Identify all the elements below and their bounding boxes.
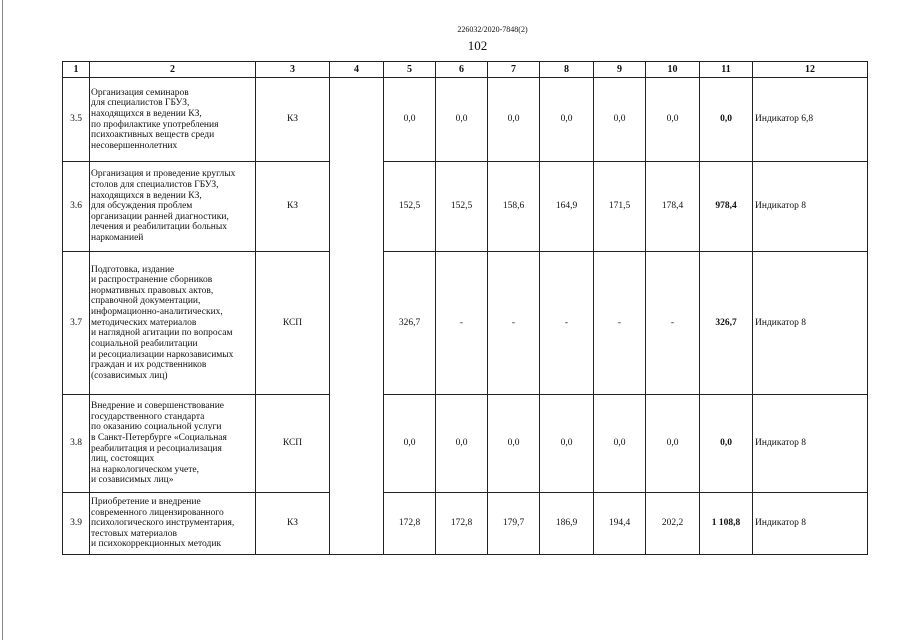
column-header: 9 xyxy=(594,62,646,78)
value-cell: 0,0 xyxy=(488,78,540,162)
value-cell: 179,7 xyxy=(488,493,540,555)
value-cell: 326,7 xyxy=(384,252,436,395)
activity-line: для обсуждения проблем xyxy=(91,201,193,212)
total-cell: 0,0 xyxy=(700,78,753,162)
value-cell: 0,0 xyxy=(540,395,594,493)
value-cell: - xyxy=(488,252,540,395)
activity-line: и ресоциализации наркозависимых xyxy=(91,349,234,360)
activity-line: Приобретение и внедрение xyxy=(91,496,201,507)
activity-line: в Санкт-Петербурге «Социальная xyxy=(91,432,227,443)
value-cell: 202,2 xyxy=(646,493,700,555)
indicator-cell: Индикатор 6,8 xyxy=(753,78,868,162)
column-header: 1 xyxy=(63,62,90,78)
value-cell: 0,0 xyxy=(488,395,540,493)
column-header: 8 xyxy=(540,62,594,78)
table-row xyxy=(63,252,868,395)
activity-line: психологического инструментария, xyxy=(91,518,235,529)
activity-line: нормативных правовых актов, xyxy=(91,285,214,296)
value-cell: - xyxy=(540,252,594,395)
value-cell: 0,0 xyxy=(384,395,436,493)
activity-name xyxy=(90,395,256,493)
executor: КЗ xyxy=(256,78,330,162)
activity-line: государственного стандарта xyxy=(91,411,205,422)
value-cell: 194,4 xyxy=(594,493,646,555)
table-row xyxy=(63,78,868,162)
indicator-cell: Индикатор 8 xyxy=(753,395,868,493)
value-cell: 158,6 xyxy=(488,162,540,252)
activity-name xyxy=(90,252,256,395)
activity-line: столов для специалистов ГБУЗ, xyxy=(91,179,219,190)
total-cell: 1 108,8 xyxy=(700,493,753,555)
total-cell: 0,0 xyxy=(700,395,753,493)
activity-line: и созависимых лиц» xyxy=(91,475,174,486)
activity-line: по профилактике употребления xyxy=(91,119,219,130)
value-cell: - xyxy=(646,252,700,395)
activity-name xyxy=(90,78,256,162)
value-cell: 0,0 xyxy=(436,78,488,162)
column-header: 5 xyxy=(384,62,436,78)
column-header: 2 xyxy=(90,62,256,78)
activity-line: организации ранней диагностики, xyxy=(91,211,229,222)
value-cell: 0,0 xyxy=(594,78,646,162)
value-cell: - xyxy=(594,252,646,395)
activity-line: для специалистов ГБУЗ, xyxy=(91,98,190,109)
value-cell: 186,9 xyxy=(540,493,594,555)
activity-line: Организация и проведение круглых xyxy=(91,169,236,180)
column-header: 7 xyxy=(488,62,540,78)
row-number: 3.6 xyxy=(63,162,90,252)
value-cell: 152,5 xyxy=(436,162,488,252)
activity-line: и распространение сборников xyxy=(91,275,213,286)
activity-line: находящихся в ведении КЗ, xyxy=(91,190,202,201)
activity-line: лечения и реабилитации больных xyxy=(91,222,227,233)
executor: КЗ xyxy=(256,493,330,555)
value-cell: 178,4 xyxy=(646,162,700,252)
executor: КЗ xyxy=(256,162,330,252)
column-header: 6 xyxy=(436,62,488,78)
value-cell: 0,0 xyxy=(436,395,488,493)
activity-line: тестовых материалов xyxy=(91,528,177,539)
column-header: 11 xyxy=(700,62,753,78)
value-cell: 0,0 xyxy=(540,78,594,162)
row-number: 3.9 xyxy=(63,493,90,555)
value-cell: 0,0 xyxy=(646,78,700,162)
column-header: 4 xyxy=(330,62,384,78)
column-4-cell xyxy=(330,78,384,555)
executor: КСП xyxy=(256,252,330,395)
row-number: 3.7 xyxy=(63,252,90,395)
page-number: 102 xyxy=(467,38,488,53)
total-cell: 978,4 xyxy=(700,162,753,252)
activity-name xyxy=(90,162,256,252)
activity-line: методических материалов xyxy=(91,317,197,328)
activity-line: реабилитация и ресоциализация xyxy=(91,443,222,454)
table-row xyxy=(63,395,868,493)
value-cell: 164,9 xyxy=(540,162,594,252)
value-cell: - xyxy=(436,252,488,395)
activity-line: современного лицензированного xyxy=(91,507,224,518)
value-cell: 0,0 xyxy=(594,395,646,493)
row-number: 3.5 xyxy=(63,78,90,162)
value-cell: 172,8 xyxy=(384,493,436,555)
indicator-cell: Индикатор 8 xyxy=(753,493,868,555)
activity-line: Подготовка, издание xyxy=(91,264,175,275)
activity-line: наркоманией xyxy=(91,233,144,244)
value-cell: 0,0 xyxy=(646,395,700,493)
activity-line: несовершеннолетних xyxy=(91,140,178,151)
indicator-cell: Индикатор 8 xyxy=(753,252,868,395)
value-cell: 172,8 xyxy=(436,493,488,555)
activity-line: Организация семинаров xyxy=(91,87,189,98)
row-number: 3.8 xyxy=(63,395,90,493)
activity-line: информационно-аналитических, xyxy=(91,307,223,318)
activity-line: Внедрение и совершенствование xyxy=(91,401,225,411)
activity-line: и психокоррекционных методик xyxy=(91,539,222,550)
activity-line: по оказанию социальной услуги xyxy=(91,422,222,433)
executor: КСП xyxy=(256,395,330,493)
activity-line: социальной реабилитации xyxy=(91,338,198,349)
program-activities-table xyxy=(62,61,868,555)
activity-name xyxy=(90,493,256,555)
header-row xyxy=(63,62,868,78)
value-cell: 171,5 xyxy=(594,162,646,252)
activity-line: находящихся в ведении КЗ, xyxy=(91,108,202,119)
scan-edge-line xyxy=(2,0,3,640)
document-number: 226032/2020-7848(2) xyxy=(457,25,528,34)
activity-line: и наглядной агитации по вопросам xyxy=(91,328,233,339)
activity-line: психоактивных веществ среди xyxy=(91,130,215,141)
value-cell: 152,5 xyxy=(384,162,436,252)
total-cell: 326,7 xyxy=(700,252,753,395)
column-header: 10 xyxy=(646,62,700,78)
activity-line: лиц, состоящих xyxy=(91,454,155,465)
activity-line: граждан и их родственников xyxy=(91,360,207,371)
activity-line: справочной документации, xyxy=(91,296,201,307)
table-row xyxy=(63,162,868,252)
activity-line: (созависимых лиц) xyxy=(91,370,168,381)
column-header: 12 xyxy=(753,62,868,78)
value-cell: 0,0 xyxy=(384,78,436,162)
column-header: 3 xyxy=(256,62,330,78)
indicator-cell: Индикатор 8 xyxy=(753,162,868,252)
table-row xyxy=(63,493,868,555)
activity-line: на наркологическом учете, xyxy=(91,464,199,475)
